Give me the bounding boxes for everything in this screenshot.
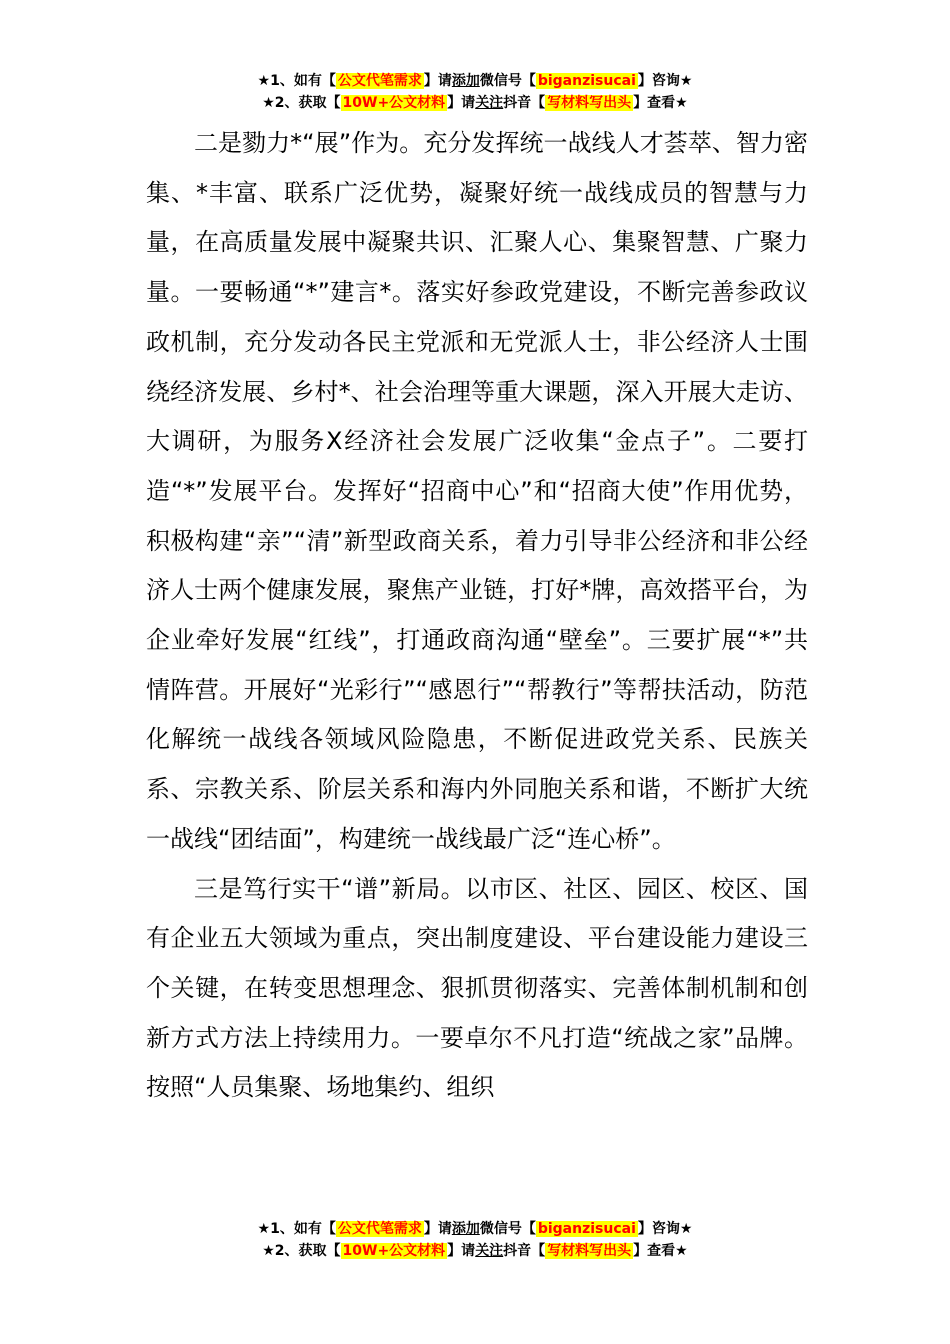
banner-highlight-writing-service: 公文代笔需求 (337, 1221, 422, 1237)
banner-line-1-suffix: 】咨询★ (637, 73, 693, 89)
banner-emphasis-add: 添加 (451, 73, 480, 89)
banner-line-2-mid: 】请 (447, 1243, 476, 1259)
banner-line-1-prefix: ★1、如有【 (257, 1221, 336, 1237)
paragraph: 三是笃行实干“谱”新局。以市区、社区、园区、校区、国有企业五大领域为重点，突出制度建设、平台建设能力建设三个关键，在转变思想理念、狠抓贯彻落实、完善体制机制和创新方式方法上持续用力。一要卓尔不凡打造“统战之家”品牌。按照“人员集聚、场地集约、组织 (146, 874, 808, 1102)
banner-line-1-mid2: 微信号【 (479, 73, 536, 89)
banner-line-2-suffix: 】查看★ (633, 1243, 688, 1259)
banner-line-1-mid: 】请 (423, 73, 452, 89)
banner-line-1-mid: 】请 (423, 1221, 452, 1237)
banner-line-2-mid2: 抖音【 (503, 95, 546, 111)
banner-highlight-wechat-id: biganzisucai (537, 1221, 636, 1237)
banner-emphasis-follow: 关注 (475, 1243, 504, 1259)
banner-line-2-prefix: ★2、获取【 (262, 95, 341, 111)
banner-emphasis-follow: 关注 (475, 95, 504, 111)
banner-highlight-douyin-account: 写材料写出头 (547, 95, 632, 111)
banner-line-2-prefix: ★2、获取【 (262, 1243, 341, 1259)
paragraph: 二是勠力*“展”作为。充分发挥统一战线人才荟萃、智力密集、*丰富、联系广泛优势，凝聚好统一战线成员的智慧与力量，在高质量发展中凝聚共识、汇聚人心、集聚智慧、广聚力量。一要畅通“*”建言*。落实好参政党建设，不断完善参政议政机制，充分发动各民主党派和无党派人士，非公经济人士围绕经济发展、乡村*、社会治理等重大课题，深入开展大走访、大调研，为服务X经济社会发展广泛收集“金点子”。二要打造“*”发展平台。发挥好“招商中心”和“招商大使”作用优势，积极构建“亲”“清”新型政商关系，着力引导非公经济和非公经济人士两个健康发展，聚焦产业链，打好*牌，高效搭平台，为企业牵好发展“红线”，打通政商沟通“壁垒”。三要扩展“*”共情阵营。开展好“光彩行”“感恩行”“帮教行”等帮扶活动，防范化解统一战线各领域风险隐患，不断促进政党关系、民族关系、宗教关系、阶层关系和海内外同胞关系和谐，不断扩大统一战线“团结面”，构建统一战线最广泛“连心桥”。 (146, 129, 808, 853)
banner-highlight-wechat-id: biganzisucai (537, 73, 636, 89)
banner-line-1 (0, 70, 950, 92)
banner-line-2 (0, 1240, 950, 1262)
banner-line-1-mid2: 微信号【 (479, 1221, 536, 1237)
banner-line-2-mid2: 抖音【 (503, 1243, 546, 1259)
banner-line-1-suffix: 】咨询★ (637, 1221, 693, 1237)
banner-highlight-douyin-account: 写材料写出头 (547, 1243, 632, 1259)
banner-emphasis-add: 添加 (451, 1221, 480, 1237)
footer-banner (0, 1218, 950, 1262)
banner-line-1-prefix: ★1、如有【 (257, 73, 336, 89)
banner-highlight-writing-service: 公文代笔需求 (337, 73, 422, 89)
banner-line-2-suffix: 】查看★ (633, 95, 688, 111)
banner-highlight-materials: 10W+公文材料 (342, 1243, 446, 1259)
header-banner (0, 70, 950, 114)
banner-highlight-materials: 10W+公文材料 (342, 95, 446, 111)
banner-line-1 (0, 1218, 950, 1240)
document-body (146, 119, 808, 1113)
banner-line-2 (0, 92, 950, 114)
banner-line-2-mid: 】请 (447, 95, 476, 111)
